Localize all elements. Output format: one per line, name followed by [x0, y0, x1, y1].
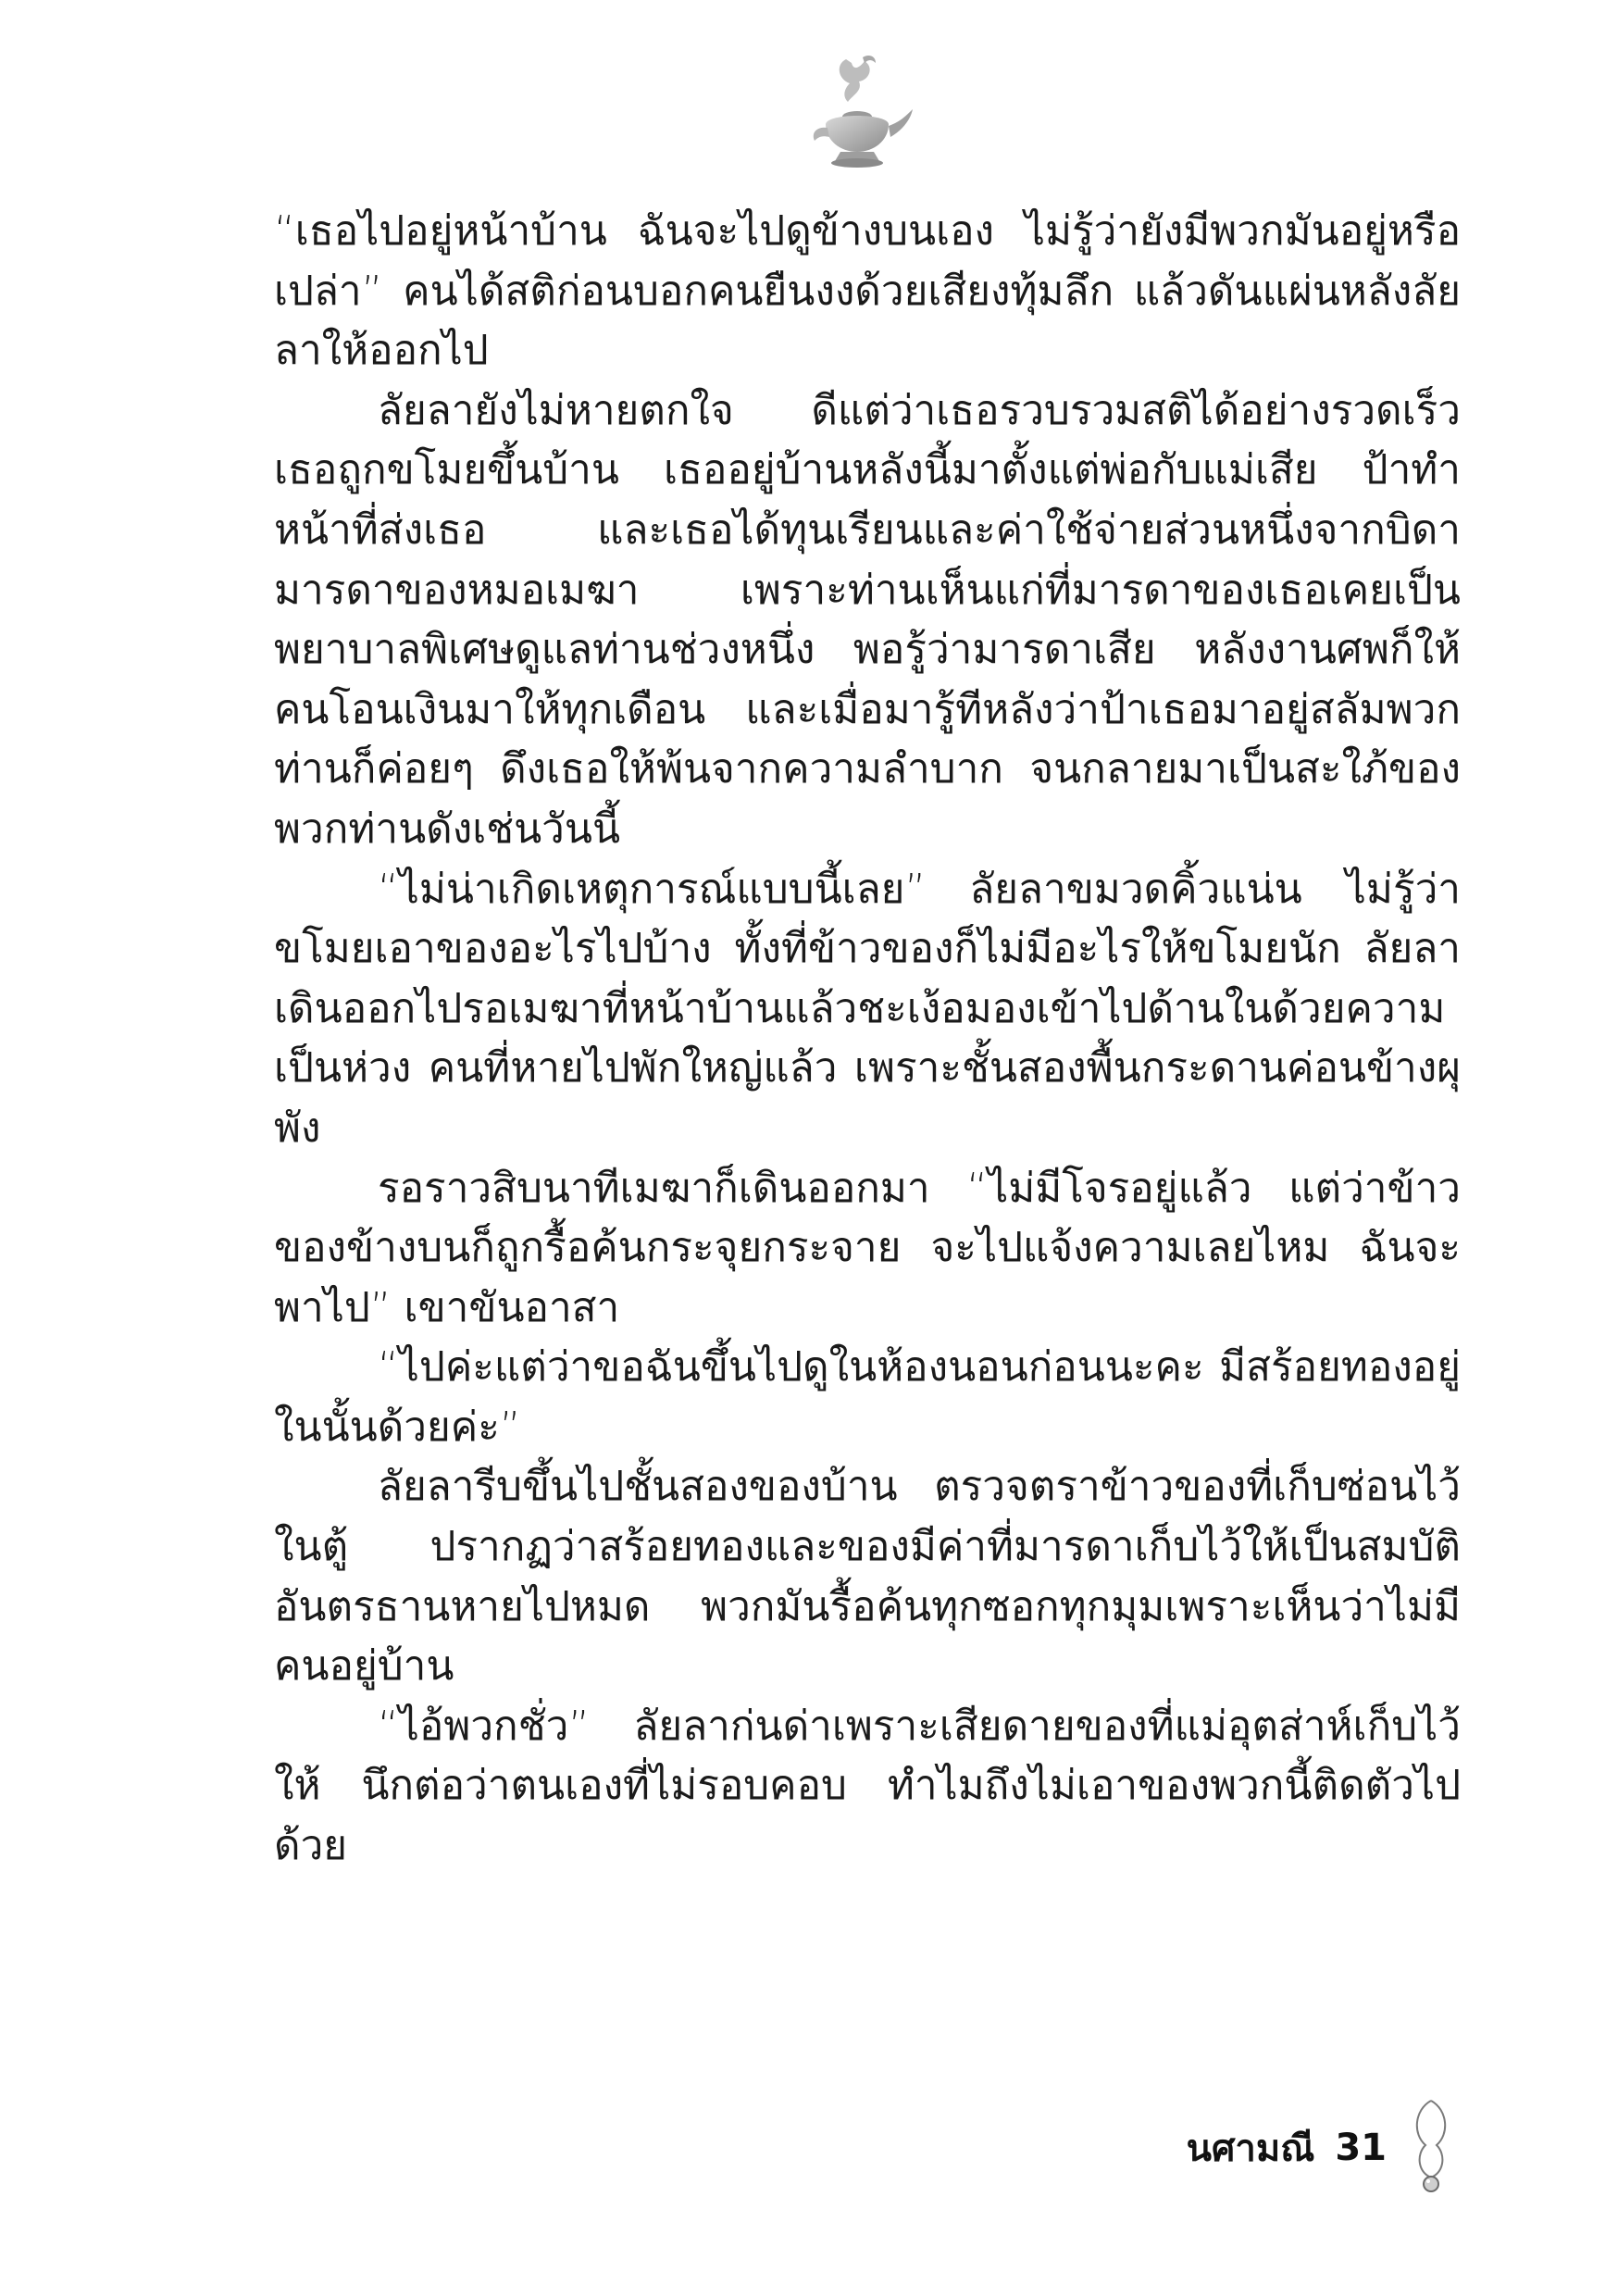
chapter-body [274, 202, 1461, 1877]
page-number: 31 [1335, 2127, 1387, 2169]
book-title: นศามณี [1186, 2128, 1315, 2170]
paragraph-2: ลัยลายังไม่หายตกใจ ดีแต่ว่าเธอรวบรวมสติได้อย่างรวดเร็ว เธอถูกขโมยขึ้นบ้าน เธออยู่บ้านหลังนี้มาตั้งแต่พ่อกับแม่เสีย ป้าทำหน้าที่ส่งเธอ และเธอได้ทุนเรียนและค่าใช้จ่ายส่วนหนึ่งจากบิดามารดาของหมอเมฆา เพราะท่านเห็นแก่ที่มารดาของเธอเคยเป็นพยาบาลพิเศษดูแลท่านช่วงหนึ่ง พอรู้ว่ามารดาเสีย หลังงานศพก็ให้คนโอนเงินมาให้ทุกเดือน และเมื่อมารู้ทีหลังว่าป้าเธอมาอยู่สลัมพวกท่านก็ค่อยๆ ดึงเธอให้พ้นจากความลำบาก จนกลายมาเป็นสะใภ้ของพวกท่านดังเช่นวันนี้ [274, 386, 1461, 853]
paragraph-4: รอราวสิบนาทีเมฆาก็เดินออกมา “ไม่มีโจรอยู่แล้ว แต่ว่าข้าวของข้างบนก็ถูกรื้อค้นกระจุยกระจาย จะไปแจ้งความเลยไหม ฉันจะพาไป” เขาขันอาสา [274, 1164, 1461, 1331]
paragraph-7: “ไอ้พวกชั่ว” ลัยลาก่นด่าเพราะเสียดายของที่แม่อุตส่าห์เก็บไว้ให้ นึกต่อว่าตนเองที่ไม่รอบคอบ ทำไมถึงไม่เอาของพวกนี้ติดตัวไปด้วย [274, 1702, 1461, 1870]
genie-lamp-icon [798, 48, 918, 178]
necklace-pendant-icon [1407, 2097, 1455, 2199]
paragraph-5: “ไปค่ะแต่ว่าขอฉันขึ้นไปดูในห้องนอนก่อนนะคะ มีสร้อยทองอยู่ในนั้นด้วยค่ะ” [274, 1343, 1461, 1451]
paragraph-1: “เธอไปอยู่หน้าบ้าน ฉันจะไปดูข้างบนเอง ไม่รู้ว่ายังมีพวกมันอยู่หรือเปล่า” คนได้สติก่อนบอกคนยืนงงด้วยเสียงทุ้มลึก แล้วดันแผ่นหลังลัยลาให้ออกไป [274, 207, 1461, 375]
paragraph-3: “ไม่น่าเกิดเหตุการณ์แบบนี้เลย” ลัยลาขมวดคิ้วแน่น ไม่รู้ว่าขโมยเอาของอะไรไปบ้าง ทั้งที่ข้าวของก็ไม่มีอะไรให้ขโมยนัก ลัยลาเดินออกไปรอเมฆาที่หน้าบ้านแล้วชะเง้อมองเข้าไปด้านในด้วยความเป็นห่วง คนที่หายไปพักใหญ่แล้ว เพราะชั้นสองพื้นกระดานค่อนข้างผุพัง [274, 865, 1461, 1152]
page-footer [1187, 2097, 1455, 2199]
paragraph-6: ลัยลารีบขึ้นไปชั้นสองของบ้าน ตรวจตราข้าวของที่เก็บซ่อนไว้ในตู้ ปรากฏว่าสร้อยทองและของมีค่าที่มารดาเก็บไว้ให้เป็นสมบัติอันตรธานหายไปหมด พวกมันรื้อค้นทุกซอกทุกมุมเพราะเห็นว่าไม่มีคนอยู่บ้าน [274, 1463, 1461, 1691]
